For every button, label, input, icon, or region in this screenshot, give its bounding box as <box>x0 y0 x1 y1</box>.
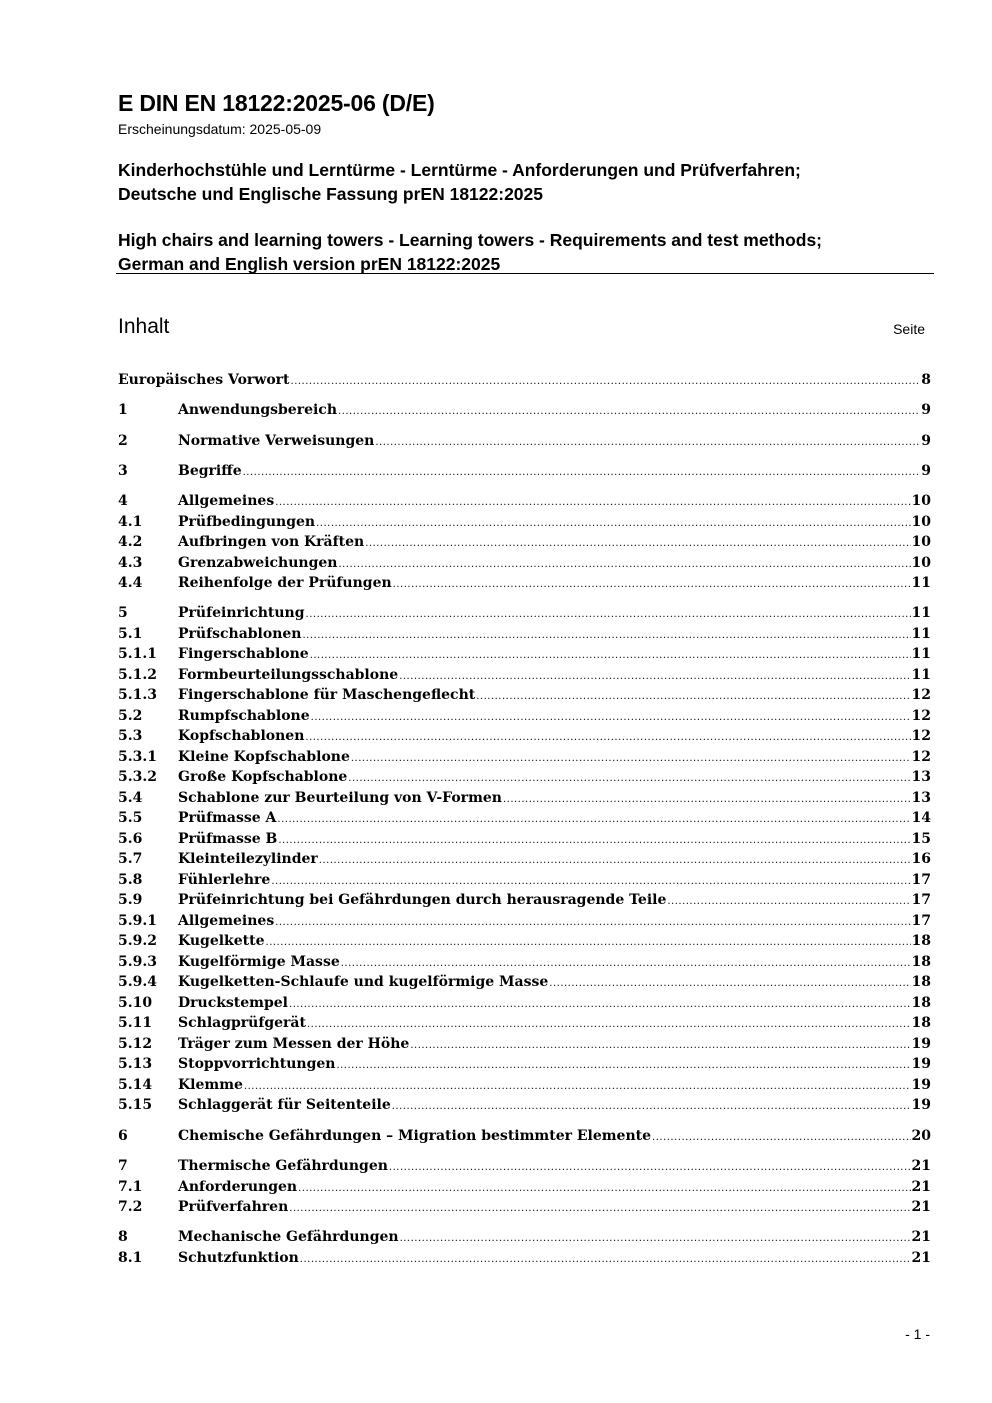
toc-entry-number: 5.9.2 <box>118 933 157 950</box>
toc-entry-title: Allgemeines <box>178 912 275 929</box>
toc-entry-title: Europäisches Vorwort <box>118 372 290 388</box>
toc-entry-page: 18 <box>911 933 931 950</box>
toc-entry-title: Prüfbedingungen <box>178 513 316 530</box>
toc-entry-page: 9 <box>921 402 931 419</box>
toc-entry-title: Prüfmasse A <box>178 810 277 827</box>
toc-entry-number: 7.2 <box>118 1199 143 1216</box>
toc-entry-title: Normative Verweisungen <box>178 432 375 449</box>
toc-dot-leader <box>300 1250 911 1269</box>
toc-dot-leader <box>316 514 910 533</box>
toc-entry[interactable] <box>118 1156 931 1177</box>
toc-dot-leader <box>243 463 921 482</box>
toc-entry-page: 21 <box>911 1249 931 1266</box>
toc-entry[interactable] <box>118 491 931 512</box>
toc-entry-number: 8.1 <box>118 1249 143 1266</box>
toc-entry-number: 5.9.1 <box>118 912 157 929</box>
toc-dot-leader <box>400 1229 911 1248</box>
toc-entry-number: 5.12 <box>118 1035 153 1052</box>
toc-entry-title: Fingerschablone <box>178 646 309 663</box>
toc-entry-number: 5.11 <box>118 1015 153 1032</box>
toc-dot-leader <box>338 402 920 421</box>
toc-entry[interactable] <box>118 849 931 870</box>
toc-entry-title: Schablone zur Beurteilung von V-Formen <box>178 789 502 806</box>
toc-entry-page: 13 <box>911 769 931 786</box>
toc-entry-title: Große Kopfschablone <box>178 769 348 786</box>
toc-entry[interactable] <box>118 553 931 574</box>
toc-entry[interactable] <box>118 706 931 727</box>
toc-dot-leader <box>392 1097 911 1116</box>
toc-entry[interactable] <box>118 1126 931 1147</box>
toc-entry-page: 10 <box>911 513 931 530</box>
toc-entry[interactable] <box>118 993 931 1014</box>
toc-entry[interactable] <box>118 370 931 391</box>
toc-entry-page: 10 <box>911 493 931 510</box>
toc-entry-title: Thermische Gefährdungen <box>178 1158 388 1175</box>
toc-entry-number: 5.9.3 <box>118 953 157 970</box>
toc-entry-page: 18 <box>911 1015 931 1032</box>
toc-entry-title: Rumpfschablone <box>178 707 310 724</box>
toc-entry-page: 21 <box>911 1229 931 1246</box>
page-number: - 1 - <box>905 1326 930 1342</box>
toc-entry[interactable] <box>118 431 931 452</box>
publication-date: Erscheinungsdatum: 2025-05-09 <box>118 121 322 137</box>
toc-entry-number: 7.1 <box>118 1178 143 1195</box>
toc-entry-number: 5.1.1 <box>118 646 157 663</box>
toc-entry-number: 8 <box>118 1229 128 1246</box>
toc-entry-number: 5.7 <box>118 851 143 868</box>
toc-dot-leader <box>341 954 911 973</box>
toc-dot-leader <box>275 493 910 512</box>
toc-entry-page: 12 <box>911 707 931 724</box>
toc-entry-title: Träger zum Messen der Höhe <box>178 1035 410 1052</box>
toc-entry[interactable] <box>118 1075 931 1096</box>
toc-entry-title: Klemme <box>178 1076 243 1093</box>
toc-dot-leader <box>298 1179 910 1198</box>
toc-dot-leader <box>375 433 920 452</box>
toc-entry-number: 5.14 <box>118 1076 153 1093</box>
toc-entry[interactable] <box>118 624 931 645</box>
toc-entry-number: 4 <box>118 493 128 510</box>
toc-entry-page: 16 <box>911 851 931 868</box>
toc-entry[interactable] <box>118 890 931 911</box>
toc-entry-title: Prüfschablonen <box>178 625 302 642</box>
toc-entry-number: 7 <box>118 1158 128 1175</box>
toc-entry-page: 15 <box>911 830 931 847</box>
toc-dot-leader <box>277 810 910 829</box>
toc-entry-number: 5.9 <box>118 892 143 909</box>
toc-entry[interactable] <box>118 1013 931 1034</box>
toc-entry-page: 10 <box>911 534 931 551</box>
toc-entry[interactable] <box>118 726 931 747</box>
document-id: E DIN EN 18122:2025-06 (D/E) <box>118 90 435 116</box>
toc-entry-number: 5 <box>118 605 128 622</box>
toc-entry[interactable] <box>118 512 931 533</box>
toc-entry-number: 6 <box>118 1127 128 1144</box>
toc-entry-number: 5.13 <box>118 1056 153 1073</box>
toc-entry[interactable] <box>118 685 931 706</box>
toc-entry-title: Schlaggerät für Seitenteile <box>178 1097 391 1114</box>
toc-entry-title: Kugelkette <box>178 933 265 950</box>
toc-entry-page: 19 <box>911 1076 931 1093</box>
toc-entry-number: 4.3 <box>118 554 143 571</box>
toc-dot-leader <box>305 728 910 747</box>
toc-entry-title: Aufbringen von Kräften <box>178 534 365 551</box>
toc-dot-leader <box>393 575 911 594</box>
header-divider <box>116 273 934 274</box>
toc-entry[interactable] <box>118 1177 931 1198</box>
toc-entry-title: Schlagprüfgerät <box>178 1015 306 1032</box>
toc-entry-page: 18 <box>911 994 931 1011</box>
toc-entry-title: Kleine Kopfschablone <box>178 748 350 765</box>
toc-entry[interactable] <box>118 931 931 952</box>
title-english <box>118 228 933 276</box>
toc-entry[interactable] <box>118 870 931 891</box>
toc-entry[interactable] <box>118 829 931 850</box>
toc-entry-number: 5.2 <box>118 707 143 724</box>
toc-dot-leader <box>310 646 911 665</box>
toc-entry-page: 19 <box>911 1035 931 1052</box>
toc-entry-number: 5.3 <box>118 728 143 745</box>
toc-entry-title: Grenzabweichungen <box>178 554 338 571</box>
title-german <box>118 158 933 206</box>
toc-entry[interactable] <box>118 952 931 973</box>
title-german-line-2: Deutsche und Englische Fassung prEN 18122:2025 <box>118 184 544 204</box>
toc-entry-page: 18 <box>911 953 931 970</box>
toc-entry-page: 21 <box>911 1199 931 1216</box>
toc-dot-leader <box>275 913 910 932</box>
toc-entry[interactable] <box>118 808 931 829</box>
toc-entry-title: Anforderungen <box>178 1178 298 1195</box>
toc-entry-title: Fühlerlehre <box>178 871 271 888</box>
toc-entry-number: 5.5 <box>118 810 143 827</box>
toc-entry-title: Begriffe <box>178 462 242 479</box>
toc-dot-leader <box>271 872 910 891</box>
toc-entry-title: Prüfmasse B <box>178 830 278 847</box>
toc-entry-page: 11 <box>911 605 931 622</box>
toc-entry-number: 5.3.2 <box>118 769 157 786</box>
toc-entry[interactable] <box>118 788 931 809</box>
toc-entry-number: 3 <box>118 462 128 479</box>
toc-entry[interactable] <box>118 1227 931 1248</box>
toc-entry-title: Anwendungsbereich <box>178 402 337 419</box>
toc-dot-leader <box>351 749 911 768</box>
toc-entry[interactable] <box>118 400 931 421</box>
toc-entry-page: 11 <box>911 575 931 592</box>
toc-entry-number: 4.2 <box>118 534 143 551</box>
toc-entry-page: 12 <box>911 748 931 765</box>
toc-entry-number: 5.6 <box>118 830 143 847</box>
toc-entry-title: Prüfeinrichtung <box>178 605 305 622</box>
toc-entry-page: 12 <box>911 728 931 745</box>
toc-dot-leader <box>503 790 911 809</box>
toc-entry[interactable] <box>118 644 931 665</box>
title-english-line-1: High chairs and learning towers - Learning towers - Requirements and test methods; <box>118 230 823 250</box>
toc-entry-page: 21 <box>911 1178 931 1195</box>
toc-dot-leader <box>306 605 911 624</box>
toc-entry-title: Formbeurteilungsschablone <box>178 666 399 683</box>
toc-entry[interactable] <box>118 1034 931 1055</box>
table-of-contents <box>118 370 931 1268</box>
toc-entry-title: Druckstempel <box>178 994 289 1011</box>
toc-dot-leader <box>278 831 910 850</box>
toc-entry-page: 17 <box>911 892 931 909</box>
toc-entry-title: Reihenfolge der Prüfungen <box>178 575 392 592</box>
toc-entry-number: 5.10 <box>118 994 153 1011</box>
toc-heading: Inhalt <box>118 315 170 338</box>
toc-entry-page: 19 <box>911 1097 931 1114</box>
toc-entry-title: Schutzfunktion <box>178 1249 299 1266</box>
toc-entry[interactable] <box>118 911 931 932</box>
toc-entry-title: Kopfschablonen <box>178 728 305 745</box>
toc-entry[interactable] <box>118 573 931 594</box>
toc-entry-number: 4.1 <box>118 513 143 530</box>
toc-dot-leader <box>289 995 911 1014</box>
toc-dot-leader <box>302 626 910 645</box>
toc-entry-page: 20 <box>911 1127 931 1144</box>
toc-entry-title: Prüfeinrichtung bei Gefährdungen durch herausragende Teile <box>178 892 667 909</box>
toc-entry-number: 5.1 <box>118 625 143 642</box>
toc-entry[interactable] <box>118 532 931 553</box>
toc-entry-number: 4.4 <box>118 575 143 592</box>
toc-dot-leader <box>307 1015 911 1034</box>
toc-entry-page: 12 <box>911 687 931 704</box>
toc-entry[interactable] <box>118 461 931 482</box>
toc-entry-number: 5.15 <box>118 1097 153 1114</box>
toc-entry[interactable] <box>118 1197 931 1218</box>
toc-dot-leader <box>348 769 910 788</box>
toc-entry-title: Kugelförmige Masse <box>178 953 340 970</box>
toc-dot-leader <box>549 974 910 993</box>
toc-entry-page: 10 <box>911 554 931 571</box>
toc-page-column-label: Seite <box>893 321 925 337</box>
toc-entry-number: 5.4 <box>118 789 143 806</box>
toc-dot-leader <box>338 555 910 574</box>
toc-entry-page: 14 <box>911 810 931 827</box>
toc-dot-leader <box>667 892 910 911</box>
toc-entry-number: 5.3.1 <box>118 748 157 765</box>
toc-entry[interactable] <box>118 1095 931 1116</box>
toc-dot-leader <box>336 1056 910 1075</box>
title-english-line-2: German and English version prEN 18122:2025 <box>118 254 501 274</box>
toc-entry-page: 13 <box>911 789 931 806</box>
toc-entry[interactable] <box>118 767 931 788</box>
toc-dot-leader <box>410 1036 910 1055</box>
toc-entry-title: Mechanische Gefährdungen <box>178 1229 399 1246</box>
toc-entry-page: 11 <box>911 666 931 683</box>
toc-entry[interactable] <box>118 747 931 768</box>
toc-dot-leader <box>476 687 910 706</box>
toc-entry[interactable] <box>118 972 931 993</box>
toc-entry-title: Kugelketten-Schlaufe und kugelförmige Masse <box>178 974 549 991</box>
toc-entry-number: 5.8 <box>118 871 143 888</box>
toc-entry-page: 19 <box>911 1056 931 1073</box>
toc-entry-page: 17 <box>911 871 931 888</box>
toc-entry-number: 1 <box>118 402 128 419</box>
toc-entry-page: 11 <box>911 625 931 642</box>
toc-entry-number: 5.1.3 <box>118 687 157 704</box>
toc-dot-leader <box>399 667 910 686</box>
toc-dot-leader <box>365 534 910 553</box>
toc-entry-page: 8 <box>921 372 931 388</box>
toc-entry-title: Stoppvorrichtungen <box>178 1056 336 1073</box>
toc-dot-leader <box>289 1199 910 1218</box>
toc-entry-title: Kleinteilezylinder <box>178 851 318 868</box>
toc-entry[interactable] <box>118 665 931 686</box>
toc-entry-page: 11 <box>911 646 931 663</box>
toc-dot-leader <box>311 708 911 727</box>
title-german-line-1: Kinderhochstühle und Lerntürme - Lerntürme - Anforderungen und Prüfverfahren; <box>118 160 801 180</box>
toc-dot-leader <box>291 372 921 391</box>
toc-entry-title: Fingerschablone für Maschengeflecht <box>178 687 476 704</box>
toc-dot-leader <box>389 1158 911 1177</box>
toc-entry-title: Chemische Gefährdungen – Migration bestimmter Elemente <box>178 1127 652 1144</box>
toc-entry[interactable] <box>118 603 931 624</box>
toc-entry-page: 18 <box>911 974 931 991</box>
toc-entry[interactable] <box>118 1054 931 1075</box>
toc-entry-page: 9 <box>921 432 931 449</box>
toc-entry-number: 5.9.4 <box>118 974 157 991</box>
toc-entry[interactable] <box>118 1248 931 1269</box>
toc-entry-title: Prüfverfahren <box>178 1199 289 1216</box>
toc-dot-leader <box>266 933 911 952</box>
toc-entry-page: 21 <box>911 1158 931 1175</box>
toc-entry-title: Allgemeines <box>178 493 275 510</box>
toc-dot-leader <box>244 1077 911 1096</box>
toc-entry-page: 17 <box>911 912 931 929</box>
toc-dot-leader <box>319 851 911 870</box>
toc-entry-number: 5.1.2 <box>118 666 157 683</box>
toc-dot-leader <box>652 1128 910 1147</box>
toc-entry-number: 2 <box>118 432 128 449</box>
toc-entry-page: 9 <box>921 462 931 479</box>
